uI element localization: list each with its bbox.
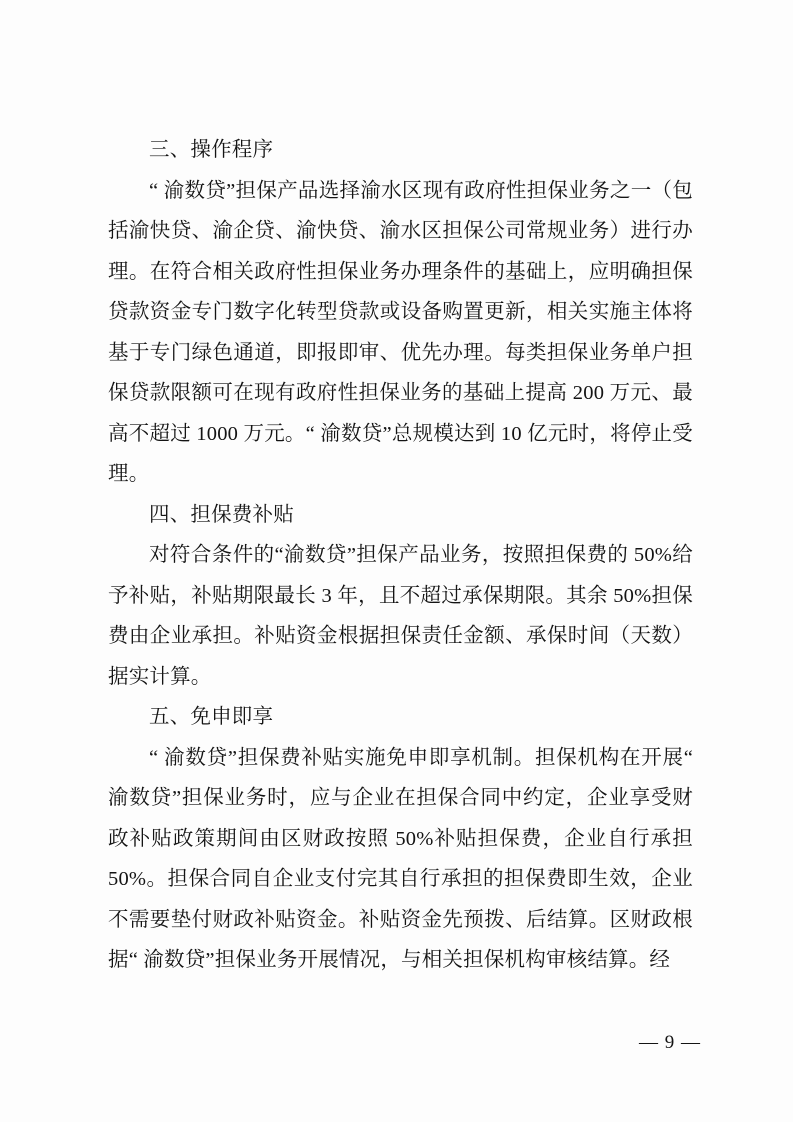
section-heading-four: 四、担保费补贴 <box>149 503 294 526</box>
paragraph-operation-procedure: “ 渝数贷”担保产品选择渝水区现有政府性担保业务之一（包括渝快贷、渝企贷、渝快贷、渝水区担保公司常规业务）进行办理。在符合相关政府性担保业务办理条件的基础上，应明确担保贷款资金专门数字化转型贷款或设备购置更新，相关实施主体将基于专门绿色通道，即报即审、优先办理。每类担保业务单户担保贷款限额可在现有政府性担保业务的基础上提高 200 万元、最高不超过 1000 万元。“ 渝数贷”总规模达到 10 亿元时，将停止受理。 <box>108 179 693 485</box>
document-body <box>108 130 693 981</box>
section-heading-three: 三、操作程序 <box>149 139 274 161</box>
page-number: — 9 — <box>639 1032 701 1053</box>
section-heading-five: 五、免申即享 <box>149 706 274 728</box>
paragraph-no-application-needed: “ 渝数贷”担保费补贴实施免申即享机制。担保机构在开展“ 渝数贷”担保业务时，应与企业在担保合同中约定，企业享受财政补贴政策期间由区财政按照 50%补贴担保费，企业自行承担50%。担保合同自企业支付完其自行承担的担保费即生效，企业不需要垫付财政补贴资金。补贴资金先预拨、后结算。区财政根据“ 渝数贷”担保业务开展情况，与相关担保机构审核结算。经 <box>108 746 693 971</box>
paragraph-guarantee-fee-subsidy: 对符合条件的“渝数贷”担保产品业务，按照担保费的 50%给予补贴，补贴期限最长 3 年，且不超过承保期限。其余 50%担保费由企业承担。补贴资金根据担保责任金额、承保时间（天数）据实计算。 <box>108 544 693 688</box>
